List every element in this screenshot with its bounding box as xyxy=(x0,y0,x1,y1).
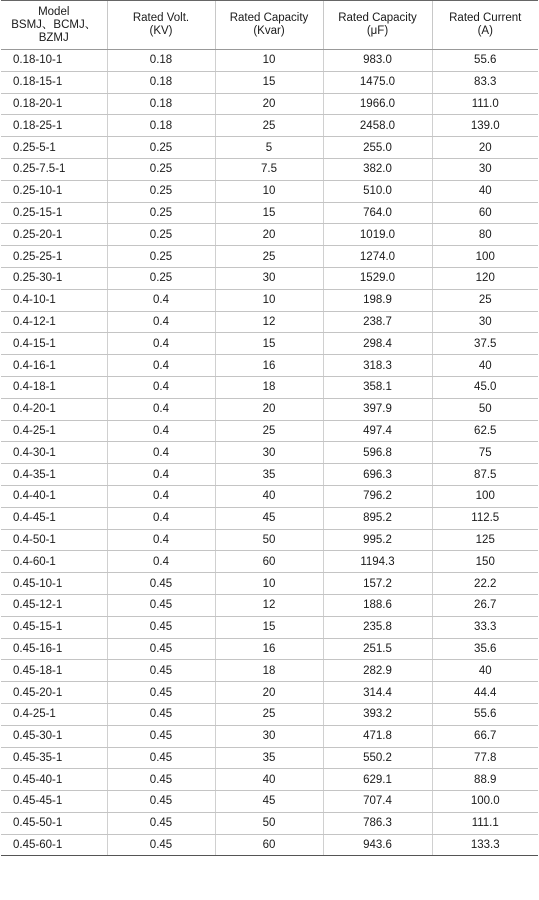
cell-rated-volt: 0.25 xyxy=(107,267,215,289)
cell-rated-capacity-kvar: 15 xyxy=(215,71,323,93)
cell-rated-volt: 0.4 xyxy=(107,551,215,573)
cell-rated-current: 133.3 xyxy=(432,834,538,856)
cell-rated-current: 111.0 xyxy=(432,93,538,115)
cell-model: 0.18-10-1 xyxy=(1,50,107,72)
header-model xyxy=(1,1,107,50)
table-row xyxy=(1,333,538,355)
cell-model: 0.45-16-1 xyxy=(1,638,107,660)
cell-rated-volt: 0.45 xyxy=(107,616,215,638)
cell-rated-current: 62.5 xyxy=(432,420,538,442)
table-row xyxy=(1,311,538,333)
cell-rated-current: 55.6 xyxy=(432,50,538,72)
table-row xyxy=(1,573,538,595)
cell-rated-volt: 0.4 xyxy=(107,507,215,529)
cell-rated-capacity-kvar: 60 xyxy=(215,834,323,856)
cell-rated-capacity-kvar: 16 xyxy=(215,355,323,377)
cell-model: 0.45-10-1 xyxy=(1,573,107,595)
cell-rated-capacity-uf: 314.4 xyxy=(323,682,432,704)
cell-rated-capacity-uf: 550.2 xyxy=(323,747,432,769)
cell-rated-current: 88.9 xyxy=(432,769,538,791)
header-row xyxy=(1,1,538,50)
table-row xyxy=(1,616,538,638)
table-row xyxy=(1,355,538,377)
cell-rated-volt: 0.25 xyxy=(107,180,215,202)
cell-rated-capacity-kvar: 50 xyxy=(215,529,323,551)
header-line: Rated Volt. xyxy=(132,12,190,24)
cell-model: 0.45-12-1 xyxy=(1,594,107,616)
header-line: (A) xyxy=(477,25,493,37)
header-line: (Kvar) xyxy=(253,25,285,37)
cell-model: 0.45-15-1 xyxy=(1,616,107,638)
cell-rated-capacity-kvar: 10 xyxy=(215,289,323,311)
cell-rated-capacity-uf: 251.5 xyxy=(323,638,432,660)
cell-rated-capacity-uf: 358.1 xyxy=(323,376,432,398)
cell-rated-volt: 0.45 xyxy=(107,703,215,725)
cell-rated-volt: 0.25 xyxy=(107,137,215,159)
cell-rated-capacity-kvar: 16 xyxy=(215,638,323,660)
cell-rated-capacity-uf: 707.4 xyxy=(323,791,432,813)
table-row xyxy=(1,289,538,311)
cell-rated-current: 37.5 xyxy=(432,333,538,355)
cell-rated-capacity-kvar: 7.5 xyxy=(215,158,323,180)
cell-rated-current: 100.0 xyxy=(432,791,538,813)
cell-model: 0.4-20-1 xyxy=(1,398,107,420)
cell-rated-capacity-uf: 1274.0 xyxy=(323,246,432,268)
cell-rated-current: 40 xyxy=(432,355,538,377)
table-row xyxy=(1,812,538,834)
cell-rated-current: 35.6 xyxy=(432,638,538,660)
table-row xyxy=(1,246,538,268)
table-row xyxy=(1,682,538,704)
table-row xyxy=(1,551,538,573)
cell-rated-current: 111.1 xyxy=(432,812,538,834)
cell-rated-volt: 0.45 xyxy=(107,682,215,704)
table-row xyxy=(1,93,538,115)
cell-rated-current: 30 xyxy=(432,311,538,333)
cell-model: 0.4-25-1 xyxy=(1,420,107,442)
table-row xyxy=(1,529,538,551)
table-row xyxy=(1,703,538,725)
header-line: BSMJ、BCMJ、 xyxy=(11,18,97,31)
cell-rated-capacity-kvar: 35 xyxy=(215,464,323,486)
cell-rated-volt: 0.45 xyxy=(107,812,215,834)
capacitor-spec-table xyxy=(1,0,538,856)
header-line: Rated Capacity xyxy=(229,12,309,24)
cell-rated-volt: 0.45 xyxy=(107,660,215,682)
cell-rated-capacity-kvar: 25 xyxy=(215,703,323,725)
cell-rated-capacity-uf: 1194.3 xyxy=(323,551,432,573)
cell-model: 0.45-45-1 xyxy=(1,791,107,813)
table-row xyxy=(1,834,538,856)
cell-rated-capacity-uf: 2458.0 xyxy=(323,115,432,137)
cell-rated-capacity-uf: 1529.0 xyxy=(323,267,432,289)
table-row xyxy=(1,420,538,442)
cell-model: 0.18-15-1 xyxy=(1,71,107,93)
spec-table-container xyxy=(1,0,538,856)
cell-model: 0.18-25-1 xyxy=(1,115,107,137)
cell-rated-capacity-uf: 696.3 xyxy=(323,464,432,486)
cell-model: 0.25-10-1 xyxy=(1,180,107,202)
cell-rated-capacity-uf: 393.2 xyxy=(323,703,432,725)
cell-rated-capacity-kvar: 18 xyxy=(215,660,323,682)
cell-rated-current: 44.4 xyxy=(432,682,538,704)
cell-model: 0.25-30-1 xyxy=(1,267,107,289)
cell-model: 0.18-20-1 xyxy=(1,93,107,115)
cell-model: 0.4-50-1 xyxy=(1,529,107,551)
cell-rated-current: 112.5 xyxy=(432,507,538,529)
cell-model: 0.25-25-1 xyxy=(1,246,107,268)
cell-rated-volt: 0.25 xyxy=(107,224,215,246)
cell-model: 0.4-12-1 xyxy=(1,311,107,333)
cell-rated-volt: 0.4 xyxy=(107,355,215,377)
cell-rated-current: 75 xyxy=(432,442,538,464)
table-row xyxy=(1,202,538,224)
cell-rated-current: 80 xyxy=(432,224,538,246)
cell-model: 0.4-35-1 xyxy=(1,464,107,486)
cell-rated-capacity-kvar: 50 xyxy=(215,812,323,834)
cell-rated-current: 33.3 xyxy=(432,616,538,638)
table-row xyxy=(1,398,538,420)
cell-model: 0.25-15-1 xyxy=(1,202,107,224)
cell-model: 0.25-7.5-1 xyxy=(1,158,107,180)
cell-rated-capacity-kvar: 10 xyxy=(215,50,323,72)
cell-rated-current: 22.2 xyxy=(432,573,538,595)
cell-rated-current: 139.0 xyxy=(432,115,538,137)
cell-rated-volt: 0.45 xyxy=(107,747,215,769)
cell-rated-capacity-kvar: 10 xyxy=(215,180,323,202)
table-row xyxy=(1,158,538,180)
header-line: (μF) xyxy=(366,25,389,37)
cell-rated-current: 40 xyxy=(432,180,538,202)
table-row xyxy=(1,50,538,72)
cell-rated-volt: 0.4 xyxy=(107,442,215,464)
cell-model: 0.4-25-1 xyxy=(1,703,107,725)
cell-rated-volt: 0.45 xyxy=(107,638,215,660)
table-row xyxy=(1,224,538,246)
cell-model: 0.45-40-1 xyxy=(1,769,107,791)
cell-rated-capacity-kvar: 25 xyxy=(215,246,323,268)
cell-rated-volt: 0.18 xyxy=(107,93,215,115)
cell-rated-capacity-uf: 382.0 xyxy=(323,158,432,180)
cell-rated-capacity-uf: 497.4 xyxy=(323,420,432,442)
cell-rated-volt: 0.18 xyxy=(107,50,215,72)
cell-rated-capacity-kvar: 20 xyxy=(215,224,323,246)
cell-rated-capacity-uf: 198.9 xyxy=(323,289,432,311)
cell-rated-capacity-kvar: 30 xyxy=(215,442,323,464)
cell-rated-volt: 0.4 xyxy=(107,289,215,311)
cell-rated-volt: 0.18 xyxy=(107,71,215,93)
cell-model: 0.4-60-1 xyxy=(1,551,107,573)
cell-rated-capacity-uf: 471.8 xyxy=(323,725,432,747)
header-rated-current xyxy=(432,1,538,50)
cell-rated-current: 120 xyxy=(432,267,538,289)
table-row xyxy=(1,137,538,159)
cell-rated-capacity-uf: 1966.0 xyxy=(323,93,432,115)
cell-rated-current: 20 xyxy=(432,137,538,159)
cell-rated-current: 125 xyxy=(432,529,538,551)
cell-model: 0.4-45-1 xyxy=(1,507,107,529)
table-row xyxy=(1,464,538,486)
cell-rated-capacity-kvar: 20 xyxy=(215,398,323,420)
cell-model: 0.4-18-1 xyxy=(1,376,107,398)
cell-rated-capacity-kvar: 40 xyxy=(215,485,323,507)
cell-model: 0.45-60-1 xyxy=(1,834,107,856)
cell-model: 0.45-35-1 xyxy=(1,747,107,769)
cell-rated-volt: 0.45 xyxy=(107,769,215,791)
table-row xyxy=(1,594,538,616)
cell-rated-current: 87.5 xyxy=(432,464,538,486)
cell-rated-capacity-kvar: 18 xyxy=(215,376,323,398)
cell-rated-capacity-kvar: 15 xyxy=(215,202,323,224)
cell-rated-capacity-uf: 995.2 xyxy=(323,529,432,551)
cell-rated-capacity-kvar: 45 xyxy=(215,507,323,529)
cell-rated-volt: 0.4 xyxy=(107,311,215,333)
cell-rated-capacity-uf: 943.6 xyxy=(323,834,432,856)
cell-rated-volt: 0.45 xyxy=(107,573,215,595)
cell-rated-volt: 0.4 xyxy=(107,420,215,442)
cell-rated-current: 40 xyxy=(432,660,538,682)
table-row xyxy=(1,769,538,791)
cell-rated-volt: 0.4 xyxy=(107,529,215,551)
cell-model: 0.4-40-1 xyxy=(1,485,107,507)
cell-rated-capacity-uf: 983.0 xyxy=(323,50,432,72)
cell-rated-volt: 0.45 xyxy=(107,791,215,813)
cell-model: 0.45-50-1 xyxy=(1,812,107,834)
cell-rated-capacity-kvar: 30 xyxy=(215,725,323,747)
cell-rated-volt: 0.4 xyxy=(107,464,215,486)
table-row xyxy=(1,180,538,202)
cell-rated-capacity-uf: 764.0 xyxy=(323,202,432,224)
cell-rated-current: 26.7 xyxy=(432,594,538,616)
cell-rated-volt: 0.4 xyxy=(107,376,215,398)
cell-rated-current: 77.8 xyxy=(432,747,538,769)
cell-rated-capacity-kvar: 25 xyxy=(215,115,323,137)
header-line: BZMJ xyxy=(38,31,69,44)
cell-rated-current: 66.7 xyxy=(432,725,538,747)
cell-model: 0.25-5-1 xyxy=(1,137,107,159)
header-line: Rated Current xyxy=(449,12,522,24)
table-row xyxy=(1,791,538,813)
header-line: Model xyxy=(38,5,70,18)
cell-rated-capacity-uf: 188.6 xyxy=(323,594,432,616)
table-row xyxy=(1,507,538,529)
cell-model: 0.4-10-1 xyxy=(1,289,107,311)
cell-rated-volt: 0.25 xyxy=(107,246,215,268)
table-row xyxy=(1,725,538,747)
table-row xyxy=(1,660,538,682)
cell-model: 0.45-18-1 xyxy=(1,660,107,682)
cell-rated-capacity-uf: 596.8 xyxy=(323,442,432,464)
cell-rated-volt: 0.45 xyxy=(107,594,215,616)
cell-rated-capacity-uf: 510.0 xyxy=(323,180,432,202)
cell-rated-capacity-uf: 1475.0 xyxy=(323,71,432,93)
table-header xyxy=(1,1,538,50)
table-row xyxy=(1,115,538,137)
cell-rated-capacity-kvar: 25 xyxy=(215,420,323,442)
cell-rated-volt: 0.25 xyxy=(107,158,215,180)
table-row xyxy=(1,267,538,289)
header-line: Rated Capacity xyxy=(338,12,417,24)
cell-rated-current: 100 xyxy=(432,246,538,268)
cell-rated-volt: 0.45 xyxy=(107,725,215,747)
cell-rated-current: 100 xyxy=(432,485,538,507)
cell-rated-volt: 0.4 xyxy=(107,485,215,507)
cell-rated-capacity-kvar: 20 xyxy=(215,93,323,115)
cell-rated-capacity-kvar: 35 xyxy=(215,747,323,769)
cell-rated-volt: 0.18 xyxy=(107,115,215,137)
table-row xyxy=(1,376,538,398)
table-row xyxy=(1,442,538,464)
cell-rated-capacity-uf: 397.9 xyxy=(323,398,432,420)
cell-rated-capacity-kvar: 20 xyxy=(215,682,323,704)
cell-rated-current: 25 xyxy=(432,289,538,311)
cell-rated-volt: 0.45 xyxy=(107,834,215,856)
cell-rated-capacity-uf: 895.2 xyxy=(323,507,432,529)
header-rated-capacity-kvar xyxy=(215,1,323,50)
cell-rated-capacity-kvar: 12 xyxy=(215,594,323,616)
cell-rated-volt: 0.4 xyxy=(107,398,215,420)
cell-rated-current: 150 xyxy=(432,551,538,573)
cell-model: 0.25-20-1 xyxy=(1,224,107,246)
cell-rated-capacity-uf: 157.2 xyxy=(323,573,432,595)
cell-model: 0.4-30-1 xyxy=(1,442,107,464)
table-row xyxy=(1,71,538,93)
cell-rated-capacity-kvar: 15 xyxy=(215,616,323,638)
header-line: (KV) xyxy=(149,25,173,37)
cell-rated-volt: 0.25 xyxy=(107,202,215,224)
cell-rated-current: 83.3 xyxy=(432,71,538,93)
cell-model: 0.4-15-1 xyxy=(1,333,107,355)
cell-rated-capacity-uf: 796.2 xyxy=(323,485,432,507)
cell-rated-capacity-uf: 629.1 xyxy=(323,769,432,791)
cell-model: 0.4-16-1 xyxy=(1,355,107,377)
table-body xyxy=(1,50,538,856)
cell-rated-capacity-uf: 255.0 xyxy=(323,137,432,159)
cell-model: 0.45-30-1 xyxy=(1,725,107,747)
cell-rated-capacity-kvar: 15 xyxy=(215,333,323,355)
header-rated-volt xyxy=(107,1,215,50)
cell-model: 0.45-20-1 xyxy=(1,682,107,704)
cell-rated-capacity-uf: 298.4 xyxy=(323,333,432,355)
table-row xyxy=(1,485,538,507)
cell-rated-current: 60 xyxy=(432,202,538,224)
cell-rated-capacity-kvar: 60 xyxy=(215,551,323,573)
cell-rated-current: 45.0 xyxy=(432,376,538,398)
cell-rated-current: 55.6 xyxy=(432,703,538,725)
table-row xyxy=(1,747,538,769)
cell-rated-capacity-kvar: 40 xyxy=(215,769,323,791)
cell-rated-capacity-uf: 318.3 xyxy=(323,355,432,377)
cell-rated-volt: 0.4 xyxy=(107,333,215,355)
table-row xyxy=(1,638,538,660)
cell-rated-capacity-kvar: 5 xyxy=(215,137,323,159)
cell-rated-capacity-kvar: 12 xyxy=(215,311,323,333)
cell-rated-current: 30 xyxy=(432,158,538,180)
cell-rated-capacity-uf: 282.9 xyxy=(323,660,432,682)
cell-rated-capacity-uf: 238.7 xyxy=(323,311,432,333)
header-rated-capacity-uf xyxy=(323,1,432,50)
cell-rated-current: 50 xyxy=(432,398,538,420)
cell-rated-capacity-uf: 786.3 xyxy=(323,812,432,834)
cell-rated-capacity-uf: 1019.0 xyxy=(323,224,432,246)
cell-rated-capacity-uf: 235.8 xyxy=(323,616,432,638)
cell-rated-capacity-kvar: 10 xyxy=(215,573,323,595)
cell-rated-capacity-kvar: 30 xyxy=(215,267,323,289)
cell-rated-capacity-kvar: 45 xyxy=(215,791,323,813)
